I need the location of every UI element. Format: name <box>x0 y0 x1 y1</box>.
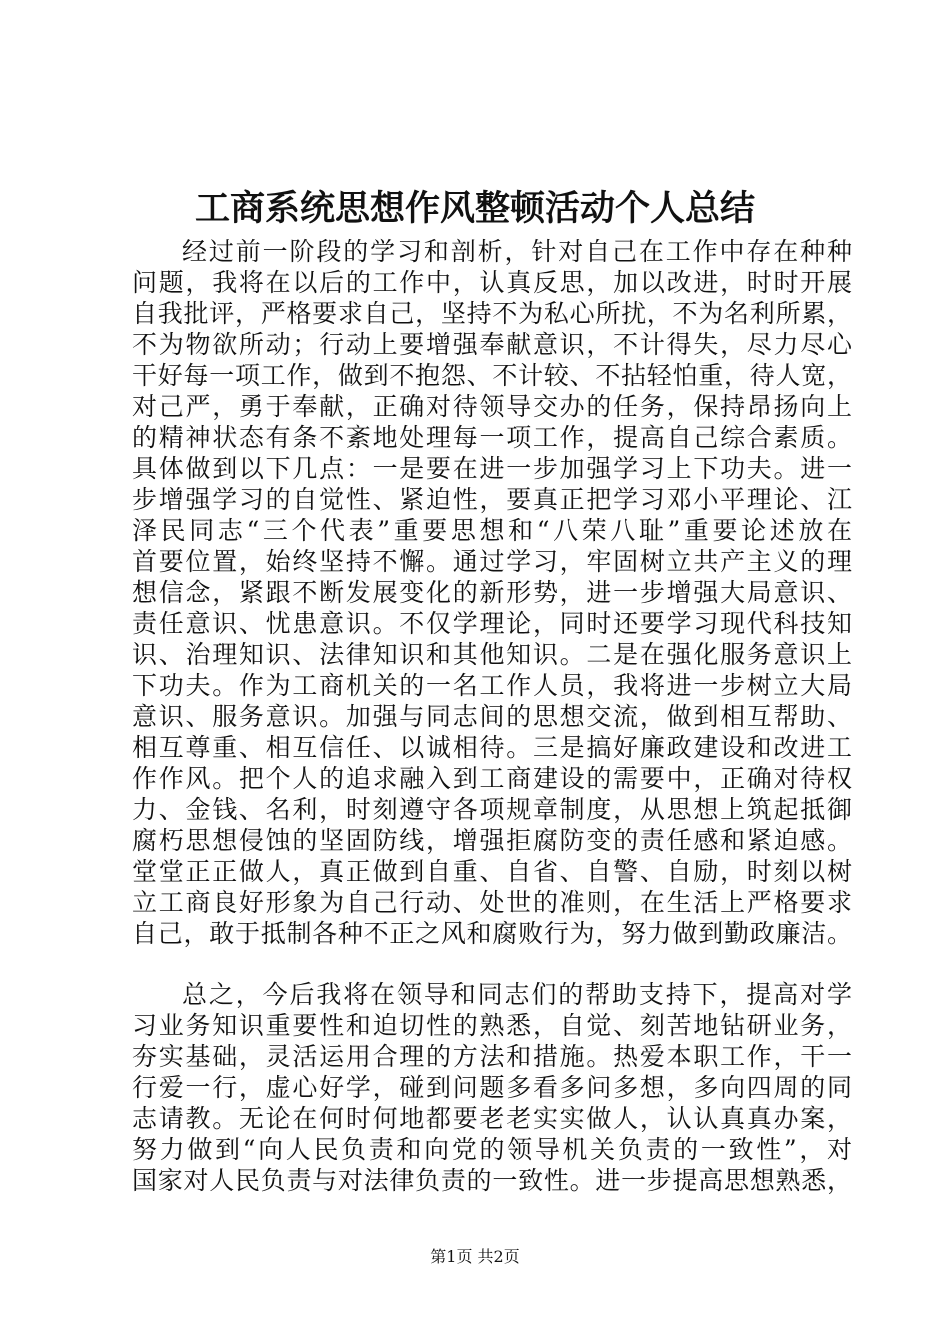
text-line: 自己，敢于抵制各种不正之风和腐败行为，努力做到勤政廉洁。 <box>132 919 852 948</box>
text-line: 具体做到以下几点：一是要在进一步加强学习上下功夫。进一 <box>132 454 852 483</box>
text-line: 想信念，紧跟不断发展变化的新形势，进一步增强大局意识、 <box>132 578 852 607</box>
page-number-footer: 第1页 共2页 <box>430 1247 520 1266</box>
text-line: 志请教。无论在何时何地都要老老实实做人，认认真真办案， <box>132 1104 852 1133</box>
text-line: 不为物欲所动；行动上要增强奉献意识，不计得失，尽力尽心 <box>132 330 852 359</box>
text-line: 腐朽思想侵蚀的坚固防线，增强拒腐防变的责任感和紧迫感。 <box>132 826 852 855</box>
document-title: 工商系统思想作风整顿活动个人总结 <box>194 188 755 229</box>
text-line: 意识、服务意识。加强与同志间的思想交流，做到相互帮助、 <box>132 702 852 731</box>
text-line: 下功夫。作为工商机关的一名工作人员，我将进一步树立大局 <box>132 671 852 700</box>
paragraph-spacer <box>132 949 852 979</box>
text-line: 泽民同志“三个代表”重要思想和“八荣八耻”重要论述放在 <box>132 516 852 545</box>
text-line: 立工商良好形象为自己行动、处世的准则，在生活上严格要求 <box>132 888 852 917</box>
text-line: 行爱一行，虚心好学，碰到问题多看多问多想，多向四周的同 <box>132 1073 852 1102</box>
text-line: 对己严，勇于奉献，正确对待领导交办的任务，保持昂扬向上 <box>132 392 852 421</box>
text-line: 堂堂正正做人，真正做到自重、自省、自警、自励，时刻以树 <box>132 857 852 886</box>
paragraph-2 <box>132 979 852 1196</box>
text-line: 夯实基础，灵活运用合理的方法和措施。热爱本职工作，干一 <box>132 1042 852 1071</box>
text-line: 习业务知识重要性和迫切性的熟悉，自觉、刻苦地钻研业务， <box>132 1011 852 1040</box>
text-line: 力、金钱、名利，时刻遵守各项规章制度，从思想上筑起抵御 <box>132 795 852 824</box>
text-line: 识、治理知识、法律知识和其他知识。二是在强化服务意识上 <box>132 640 852 669</box>
text-line: 自我批评，严格要求自己，坚持不为私心所扰，不为名利所累， <box>132 299 852 328</box>
text-line: 责任意识、忧患意识。不仅学理论，同时还要学习现代科技知 <box>132 609 852 638</box>
paragraph-1 <box>132 236 852 949</box>
text-line: 的精神状态有条不紊地处理每一项工作，提高自己综合素质。 <box>132 423 852 452</box>
text-line: 总之，今后我将在领导和同志们的帮助支持下，提高对学 <box>182 980 852 1009</box>
text-line: 经过前一阶段的学习和剖析，针对自己在工作中存在种种 <box>182 237 852 266</box>
text-line: 干好每一项工作，做到不抱怨、不计较、不拈轻怕重，待人宽， <box>132 361 852 390</box>
text-line: 作作风。把个人的追求融入到工商建设的需要中，正确对待权 <box>132 764 852 793</box>
text-line: 相互尊重、相互信任、以诚相待。三是搞好廉政建设和改进工 <box>132 733 852 762</box>
text-line: 努力做到“向人民负责和向党的领导机关负责的一致性”，对 <box>132 1135 852 1164</box>
text-line: 首要位置，始终坚持不懈。通过学习，牢固树立共产主义的理 <box>132 547 852 576</box>
text-line: 问题，我将在以后的工作中，认真反思，加以改进，时时开展 <box>132 268 852 297</box>
text-line: 国家对人民负责与对法律负责的一致性。进一步提高思想熟悉， <box>132 1166 852 1195</box>
text-line: 步增强学习的自觉性、紧迫性，要真正把学习邓小平理论、江 <box>132 485 852 514</box>
document-body <box>132 236 852 1196</box>
